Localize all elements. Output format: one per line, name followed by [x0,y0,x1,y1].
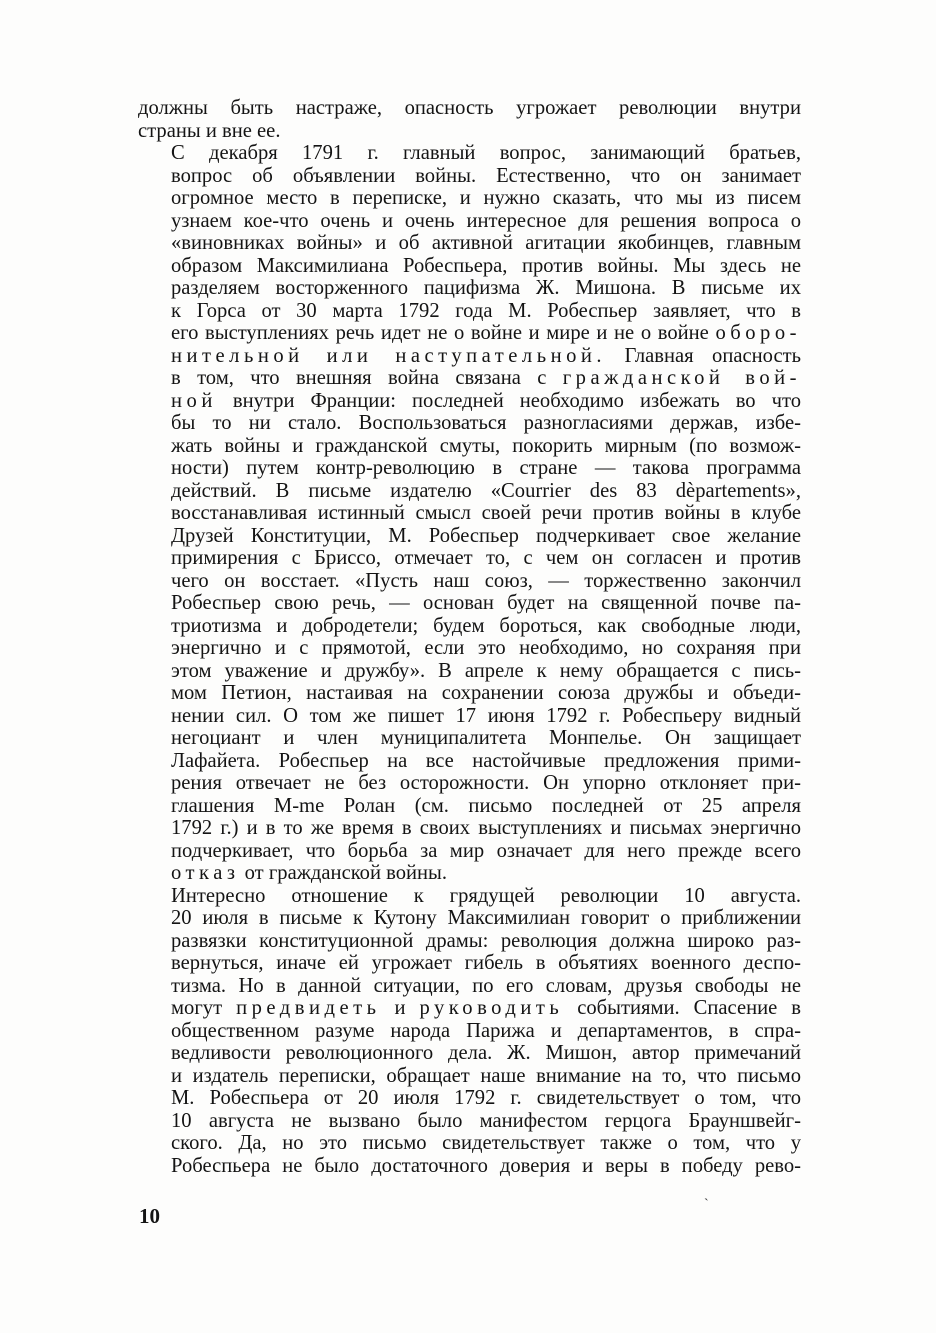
text-line: действий. В письме издателю «Courrier des 83 dèpartements», [171,479,801,502]
text-line: должны быть настраже, опасность угрожает революции внутри [138,97,801,119]
text-run: от гражданской войны. [239,862,448,884]
paragraph-3 [138,885,801,1178]
text-run: внутри Франции: последней необходимо избежать во что [216,389,801,412]
text-line: разделяем восторженного пацифизма Ж. Мишона. В письме их [171,277,801,299]
text-line: примирения с Бриссо, отмечает то, с чем он согласен и против [171,547,801,569]
text-line: бы то ни стало. Воспользоваться разногласиями держав, избе- [171,412,801,434]
text-line [138,390,801,413]
text-line: общественном разуме народа Парижа и департаментов, в спра- [171,1019,801,1042]
spaced-emphasis: предвидеть [236,997,381,1019]
text-line: триотизма и добродетели; будем бороться, как свободные люди, [171,614,801,637]
text-line: тизма. Но в данной ситуации, по его словам, друзья свободы не [171,974,801,997]
text-line: Лафайета. Робеспьер на все настойчивые предложения прими- [171,749,801,772]
text-line: 20 июля в письме к Кутону Максимилиан говорит о приближении [171,907,801,929]
text-line [138,322,801,345]
text-line: страны и вне ее. [138,119,281,142]
text-line: узнаем кое-что очень и очень интересное для решения вопроса о [171,209,801,232]
text-line: рения отвечает не без осторожности. Он упорно отклоняет при- [171,772,801,794]
text-line: 1792 г.) и в то же время в своих выступлениях и письмах энергично [171,817,801,839]
text-line: восстанавливая истинный смысл своей речи против войны в клубе [171,502,801,524]
text-line: нении сил. О том же пишет 17 июня 1792 г. Робеспьеру видный [171,704,801,727]
text-line: чего он восстает. «Пусть наш союз, — торжественно закончил [171,569,801,592]
text-run: событиями. Спасение в [563,997,801,1019]
text-line: С декабря 1791 г. главный вопрос, занимающий братьев, [171,142,801,164]
spaced-emphasis: отказ [171,862,240,884]
text-line: мом Петион, настаивая на сохранении союза дружбы и объеди- [171,682,801,704]
text-run: Главная опасность [606,344,802,367]
text-line: М. Робеспьера от 20 июля 1792 г. свидетельствует о том, что [171,1087,801,1109]
text-line: и издатель переписки, обращает наше внимание на то, что письмо [171,1064,801,1087]
text-line: глашения M-me Ролан (см. письмо последней от 25 апреля [171,794,801,817]
text-line: Друзей Конституции, М. Робеспьер подчеркивает свое желание [171,524,801,547]
text-line: подчеркивает, что борьба за мир означает для него прежде всего [171,839,801,862]
text-line: этом уважение и дружбу». В апреле к нему обращается с пись- [171,659,801,682]
text-line: негоциант и член муниципалитета Монпелье. Он защищает [171,727,801,749]
spaced-emphasis: нительной или наступательной. [171,344,607,367]
page-number: 10 [139,1204,160,1228]
spaced-emphasis: гражданской вой- [562,367,802,389]
text-line: к Горса от 30 марта 1792 года М. Робеспьер заявляет, что в [171,299,801,322]
text-line: 10 августа не вызвано было манифестом герцога Брауншвейг- [171,1109,801,1132]
text-run: и [380,997,420,1019]
text-line: вернуться, иначе ей угрожает гибель в объятиях военного деспо- [171,952,801,974]
text-line: развязки конституционной драмы: революция должна широко раз- [171,929,801,952]
text-line: вопрос об объявлении войны. Естественно, что он занимает [171,164,801,187]
text-line: ведливости революционного дела. Ж. Мишон, автор примечаний [171,1042,801,1064]
scan-mark: ` [704,1197,709,1212]
text-line: жать войны и гражданской смуты, покорить мирным (по возмож- [171,434,801,457]
paragraph-2 [138,142,801,885]
text-line [138,367,801,390]
text-line: энергично и с прямотой, если это необходимо, но сохраняя при [171,637,801,659]
text-line: Интересно отношение к грядущей революции 10 августа. [171,884,801,907]
text-line: образом Максимилиана Робеспьера, против войны. Мы здесь не [171,254,801,277]
spaced-emphasis: оборо- [715,322,801,344]
body-text [138,97,801,1177]
text-run: могут [171,997,237,1019]
text-run: в том, что внешняя война связана с [171,367,563,389]
text-line: ности) путем контр-революцию в стране — такова программа [171,457,801,479]
text-run: его выступлениях речь идет не о войне и мире и не о войне [171,322,716,344]
text-line [138,345,801,368]
text-line: Робеспьера не было достаточного доверия и веры в победу рево- [171,1154,801,1177]
spaced-emphasis: ной [171,389,217,412]
text-line [138,862,801,885]
text-line [138,997,801,1020]
spaced-emphasis: руководить [419,997,564,1019]
text-line: огромное место в переписке, и нужно сказать, что мы из писем [171,187,801,209]
paragraph-1 [138,97,801,142]
text-line: «виновниках войны» и об активной агитации якобинцев, главным [171,232,801,254]
text-line: ского. Да, но это письмо свидетельствует также о том, что у [171,1132,801,1154]
text-line: Робеспьер свою речь, — основан будет на священной почве па- [171,592,801,614]
